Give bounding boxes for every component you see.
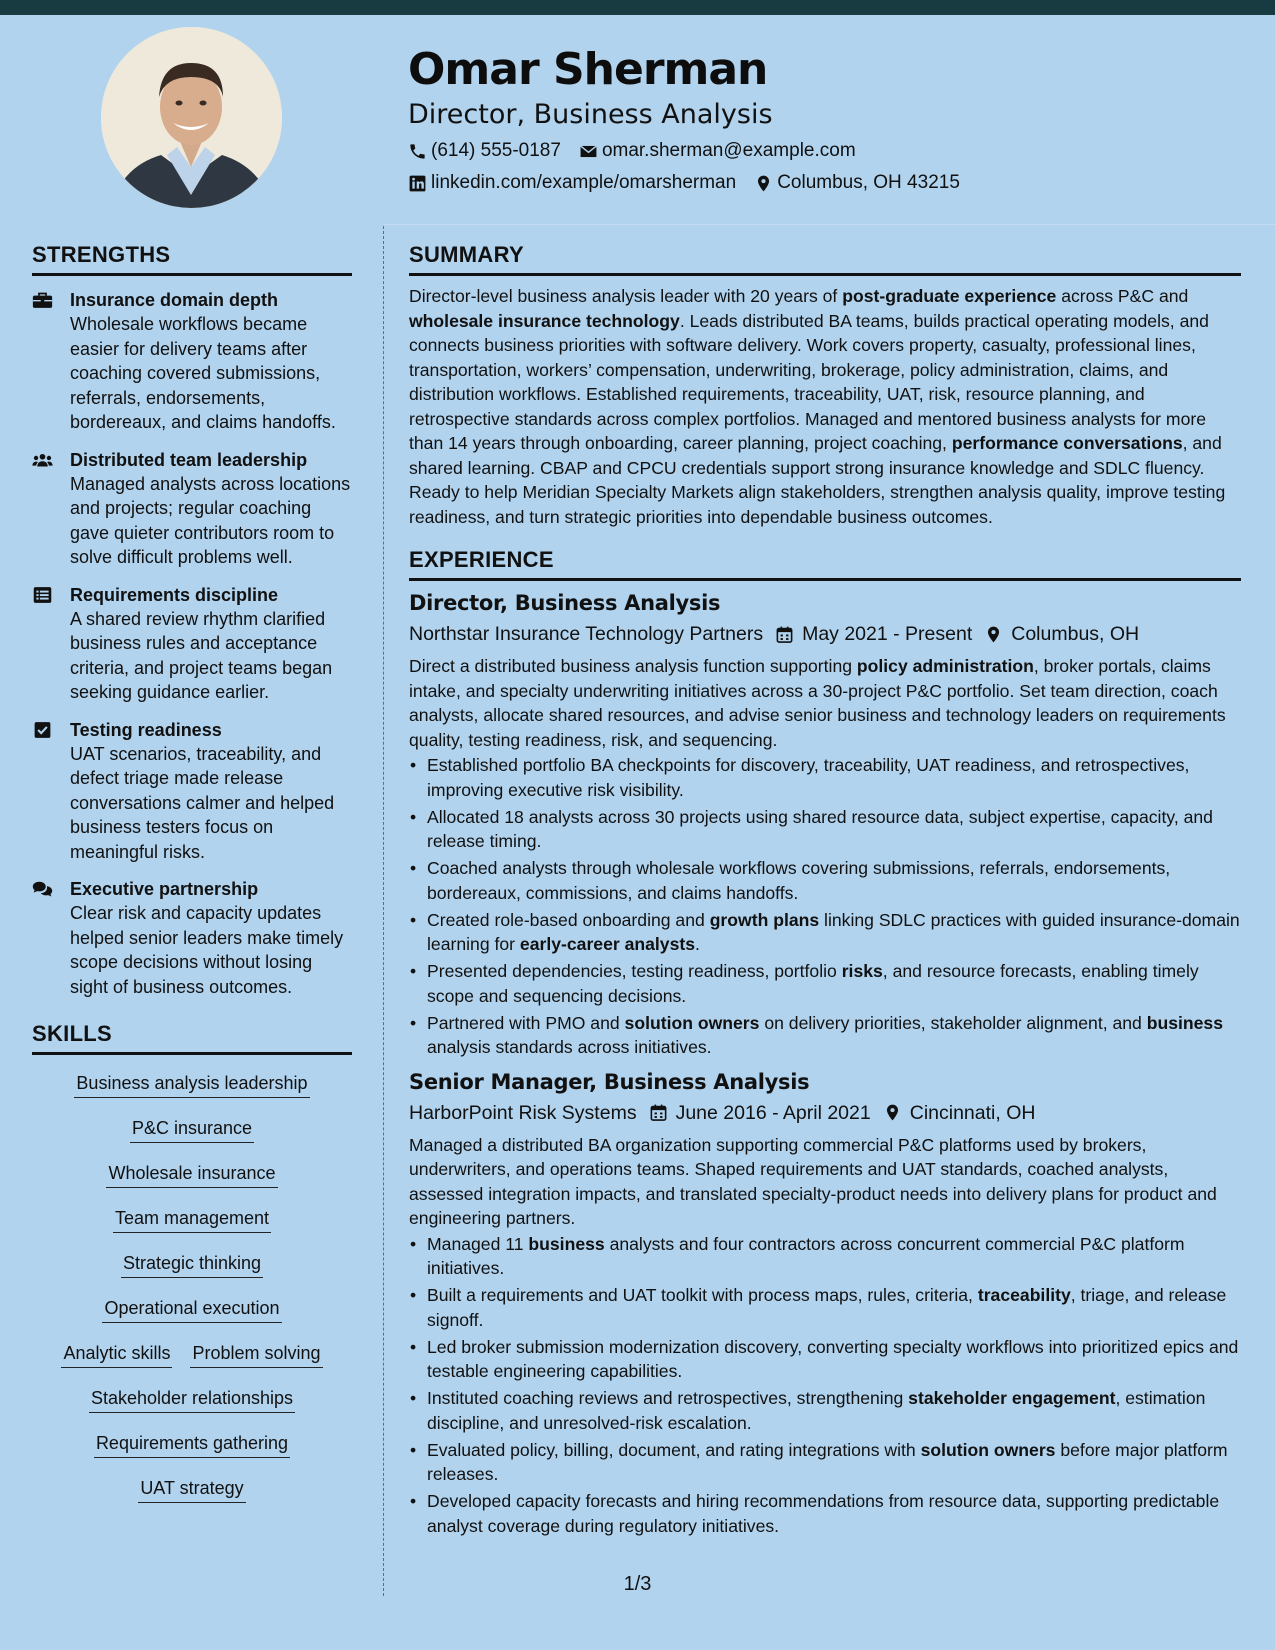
bold-phrase: solution owners [920,1439,1056,1460]
briefcase-icon [32,291,53,309]
job-location: Cincinnati, OH [909,1101,1036,1124]
summary-title: SUMMARY [409,240,1241,276]
strength-text: UAT scenarios, traceability, and defect triage made release conversations calmer and helped business testers focus on meaningful risks. [70,743,335,862]
strength-heading: Insurance domain depth [70,290,279,310]
experience-list [409,589,1241,1538]
strength-heading: Testing readiness [70,719,222,740]
email-text: omar.sherman@example.com [601,140,856,161]
text-run: Managed a distributed BA organization supporting commercial P&C platforms used by brokers, underwriters, and operations teams. Shaped requirements and UAT standards, coached analysts, assessed integration impacts, and translated specialty-product needs into delivery plans for product and engineering partners. [409,1134,1217,1228]
team-icon [32,451,53,469]
company-name: Northstar Insurance Technology Partners [409,623,764,645]
strength-item [32,718,352,865]
skill-row [61,1335,322,1380]
bullet-item [409,1489,1241,1538]
text-run: , triage, and release signoff. [427,1285,1227,1330]
text-run: Evaluated policy, billing, document, and rating integrations with [427,1439,921,1460]
job-entry [409,589,1241,1060]
job-entry [409,1068,1241,1539]
skill-row [130,1110,254,1155]
right-column [409,240,1241,1541]
envelope-icon [579,142,598,161]
summary-text [409,284,1241,529]
text-run: Allocated 18 analysts across 30 projects using shared resource data, subject expertise, capacity, and release timing. [427,806,1213,851]
job-description [409,1133,1241,1231]
text-run: Partnered with PMO and [427,1012,625,1033]
text-run: on delivery priorities, stakeholder alignment, and [759,1012,1147,1033]
job-dates: June 2016 - April 2021 [675,1101,871,1124]
text-run: Created role-based onboarding and [427,909,710,930]
skill-tag: Analytic skills [61,1341,172,1368]
bullet-item [409,1232,1241,1281]
candidate-name: Omar Sherman [408,44,768,95]
bullet-item [409,959,1241,1008]
skill-row [121,1245,263,1290]
job-location: Columbus, OH [1011,623,1140,645]
skills-title: SKILLS [32,1019,352,1055]
skill-tag: Stakeholder relationships [89,1386,295,1413]
calendar-icon [775,625,794,644]
bold-phrase: growth plans [709,909,820,930]
chat-icon [32,880,53,898]
bullet-item [409,1335,1241,1384]
text-run: , and resource forecasts, enabling timely scope and sequencing decisions. [427,961,1199,1006]
checkbox-icon [32,721,53,739]
text-run: before major platform releases. [427,1439,1228,1484]
map-pin-icon [984,625,1003,644]
bold-phrase: performance conversations [951,433,1183,453]
list-icon [32,586,53,604]
bold-phrase: early-career analysts [519,934,696,954]
strengths-title: STRENGTHS [32,240,352,276]
contact-row-2 [408,170,1208,196]
contact-row-1 [408,138,1208,164]
text-run: Direct a distributed business analysis function supporting [409,656,857,676]
strength-text: Wholesale workflows became easier for delivery teams after coaching covered submissions, referrals, endorsements, bordereaux, and claims handoffs. [70,314,336,432]
skill-tag: Wholesale insurance [106,1161,277,1188]
strength-text: Managed analysts across locations and projects; regular coaching gave quieter contributors room to solve difficult problems well. [70,473,351,567]
skill-row [94,1425,290,1470]
job-bullets [409,753,1241,1060]
bullet-item [409,908,1241,957]
header-divider [384,224,1275,225]
job-bullets [409,1232,1241,1539]
location-text: Columbus, OH 43215 [777,172,960,193]
map-pin-icon [754,174,773,193]
bullet-item [409,1386,1241,1435]
bold-phrase: stakeholder engagement [908,1388,1116,1408]
text-run: Developed capacity forecasts and hiring recommendations from resource data, supporting predictable analyst coverage during regulatory initiatives. [427,1491,1220,1536]
phone-icon [408,142,427,161]
job-title: Senior Manager, Business Analysis [409,1069,810,1094]
text-run: Presented dependencies, testing readiness, portfolio [427,961,842,981]
company-name: HarborPoint Risk Systems [409,1101,637,1124]
text-run: Coached analysts through wholesale workflows covering submissions, referrals, endorsements, bordereaux, commissions, and claims handoffs. [427,858,1171,903]
text-run: Instituted coaching reviews and retrospectives, strengthening [427,1388,909,1408]
bold-phrase: wholesale insurance technology [409,310,680,331]
bullet-item [409,856,1241,905]
strength-item [32,583,352,705]
page-indicator: 1/3 [623,1573,652,1595]
skill-tag: P&C insurance [130,1116,254,1143]
skill-row [113,1200,271,1245]
phone-text: (614) 555-0187 [431,140,561,161]
resume-header [408,40,1208,196]
skill-tag: Business analysis leadership [74,1071,309,1098]
email-contact[interactable] [579,138,856,164]
skill-row [102,1290,281,1335]
skill-tag: Team management [113,1206,271,1233]
profile-photo [101,27,282,208]
candidate-title: Director, Business Analysis [408,99,773,130]
strength-text: Clear risk and capacity updates helped senior leaders make timely scope decisions without losing sight of business outcomes. [70,903,344,997]
bullet-item [409,753,1241,802]
text-run: , broker portals, claims intake, and specialty underwriting initiatives across a 30-project P&C portfolio. Set team direction, coach analysts, allocate shared resources, and advise senior business and technology leaders on requirements quality, testing readiness, risk, and sequencing. [409,656,1226,750]
phone-contact[interactable] [408,138,561,164]
skill-tag: Problem solving [190,1341,322,1368]
location-contact [754,170,960,196]
text-run: , and shared learning. CBAP and CPCU credentials support strong insurance knowledge and SDLC fluency. Ready to help Meridian Specialty Markets align stakeholders, strengthen analysis quality, improve testing readiness, and turn strategic priorities into dependable business outcomes. [409,433,1226,527]
text-run: across P&C and [1056,286,1189,306]
strength-heading: Executive partnership [70,879,259,899]
strength-heading: Requirements discipline [70,584,279,605]
map-pin-icon [883,1103,902,1122]
text-run: analysis standards across initiatives. [427,1037,712,1057]
bullet-item [409,1283,1241,1332]
bold-phrase: post-graduate experience [842,286,1057,306]
bullet-item [409,1438,1241,1487]
top-accent-bar [0,0,1275,15]
left-column [32,240,352,1515]
bullet-item [409,805,1241,854]
linkedin-text: linkedin.com/example/omarsherman [431,172,737,193]
skill-tag: UAT strategy [138,1476,245,1503]
calendar-icon [649,1103,668,1122]
job-title: Director, Business Analysis [409,591,721,615]
skill-row [74,1065,309,1110]
bold-phrase: risks [841,961,883,981]
experience-title: EXPERIENCE [409,545,1241,581]
text-run: Built a requirements and UAT toolkit with process maps, rules, criteria, [427,1285,978,1305]
skill-row [89,1380,295,1425]
bullet-item [409,1011,1241,1060]
strength-item [32,448,352,570]
text-run: Led broker submission modernization discovery, converting specialty workflows into prioritized epics and testable engineering capabilities. [427,1336,1239,1381]
strength-item [32,288,352,435]
linkedin-icon [408,174,427,193]
bold-phrase: solution owners [624,1012,760,1033]
strengths-list [32,288,352,999]
text-run: analysts and four contractors across concurrent commercial P&C platform initiatives. [427,1233,1185,1278]
text-run: , estimation discipline, and unresolved-risk escalation. [427,1388,1206,1433]
strength-text: A shared review rhythm clarified business rules and acceptance criteria, and project teams began seeking guidance earlier. [70,608,333,702]
linkedin-contact[interactable] [408,170,736,196]
strength-heading: Distributed team leadership [70,449,308,470]
job-meta [409,619,1241,649]
column-divider [383,226,384,1596]
text-run: Established portfolio BA checkpoints for discovery, traceability, UAT readiness, and retrospectives, improving executive risk visibility. [427,755,1190,800]
job-dates: May 2021 - Present [802,623,973,645]
text-run: Managed 11 [427,1233,529,1254]
skills-list [32,1065,352,1515]
skill-tag: Operational execution [102,1296,281,1323]
bold-phrase: business [1146,1012,1224,1033]
text-run: linking SDLC practices with guided insurance-domain learning for [427,909,1240,954]
text-run: Director-level business analysis leader with 20 years of [409,286,843,306]
skill-tag: Requirements gathering [94,1431,290,1458]
job-description [409,654,1241,752]
skill-row [106,1155,277,1200]
strength-item [32,877,352,999]
bold-phrase: policy administration [856,656,1034,676]
job-meta [409,1098,1241,1128]
skill-tag: Strategic thinking [121,1251,263,1278]
bold-phrase: traceability [977,1285,1071,1305]
skill-row [138,1470,245,1515]
text-run: . [695,934,700,954]
text-run: . Leads distributed BA teams, builds practical operating models, and connects business priorities with software delivery. Work covers property, casualty, professional lines, transportation, workers’ compensation, underwriting, brokerage, policy administration, claims, and distribution workflows. Established requirements, traceability, UAT, risk, resource planning, and retrospective standards across complex portfolios. Managed and mentored business analysts for more than 14 years through onboarding, career planning, project coaching, [409,310,1209,453]
bold-phrase: business [528,1233,605,1254]
